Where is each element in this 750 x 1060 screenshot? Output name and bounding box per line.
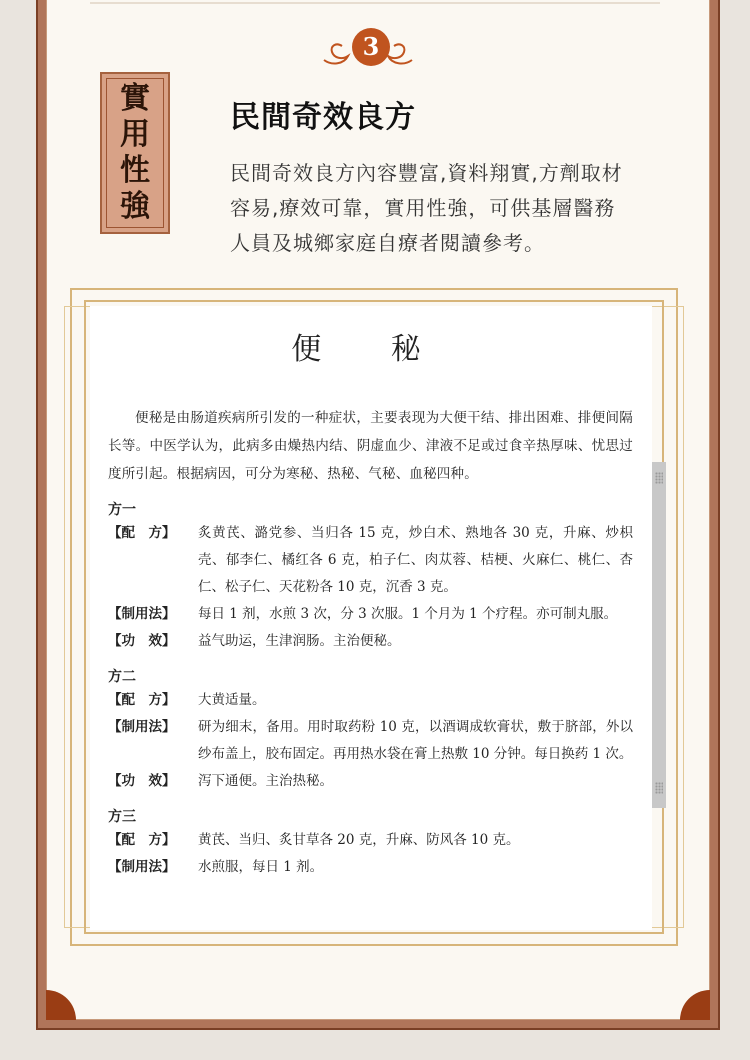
intro-line: 民間奇效良方內容豐富,資料翔實,方劑取材 — [230, 161, 623, 185]
intro-line: 人員及城鄉家庭自療者閱讀參考。 — [230, 231, 545, 255]
entry-text: 炙黄芪、潞党参、当归各 15 克，炒白术、熟地各 30 克，升麻、炒枳壳、郁李仁、橘红各 6 克，柏子仁、肉苁蓉、桔梗、火麻仁、桃仁、杏仁、松子仁、天花粉各 10 克，沉香 3 克。 — [198, 525, 633, 595]
entry-text: 益气助运，生津润肠。主治便秘。 — [198, 633, 401, 649]
entry-label: 【制用法】 — [108, 859, 176, 875]
entry-text: 每日 1 剂，水煎 3 次，分 3 次服。1 个月为 1 个疗程。亦可制丸服。 — [198, 606, 618, 622]
recipe-entry — [108, 520, 633, 601]
recipe-title: 方三 — [108, 809, 136, 825]
document-paragraph: 便秘是由肠道疾病所引发的一种症状，主要表现为大便干结、排出困难、排便间隔长等。中医学认为，此病多由燥热内结、阴虚血少、津液不足或过食辛热厚味、忧思过度所引起。根据病因，可分为寒秘、热秘、气秘、血秘四种。 — [108, 410, 633, 482]
entry-label: 【功 效】 — [108, 633, 176, 649]
practicality-tag — [100, 72, 170, 234]
recipe-entry — [108, 827, 633, 854]
recipe-entry — [108, 628, 633, 655]
entry-text: 水煎服，每日 1 剂。 — [198, 859, 324, 875]
entry-label: 【配 方】 — [108, 832, 176, 848]
recipe-title: 方一 — [108, 502, 136, 518]
entry-text: 泻下通便。主治热秘。 — [198, 773, 333, 789]
entry-label: 【制用法】 — [108, 719, 176, 735]
recipe-section-2 — [108, 667, 633, 795]
entry-text: 研为细末，备用。用时取药粉 10 克，以酒调成软膏状，敷于脐部，外以纱布盖上，胶布固定。再用热水袋在膏上热敷 10 分钟。每日换药 1 次。 — [198, 719, 633, 762]
top-divider — [90, 2, 660, 4]
recipe-section-3 — [108, 807, 633, 881]
tag-char: 用 — [120, 117, 150, 152]
document-body — [108, 404, 633, 881]
entry-label: 【配 方】 — [108, 692, 176, 708]
scrollbar-grip-icon — [655, 472, 663, 484]
number-badge-group — [318, 26, 418, 72]
entry-label: 【功 效】 — [108, 773, 176, 789]
tag-char: 性 — [120, 153, 150, 188]
entry-text: 大黄适量。 — [198, 692, 266, 708]
entry-label: 【制用法】 — [108, 606, 176, 622]
intro-line: 容易,療效可靠，實用性強，可供基層醫務 — [230, 196, 616, 220]
tag-char: 實 — [120, 81, 150, 116]
entry-text: 黄芪、当归、炙甘草各 20 克，升麻、防风各 10 克。 — [198, 832, 520, 848]
recipe-entry — [108, 854, 633, 881]
recipe-section-1 — [108, 500, 633, 655]
recipe-title: 方二 — [108, 669, 136, 685]
number-badge: 3 — [352, 28, 390, 66]
intro-text — [230, 156, 670, 261]
recipe-entry — [108, 768, 633, 795]
recipe-entry — [108, 601, 633, 628]
scrollbar-grip-icon — [655, 782, 663, 794]
tag-char: 強 — [120, 189, 150, 224]
document-scrollbar[interactable] — [652, 462, 666, 808]
recipe-entry — [108, 714, 633, 768]
recipe-entry — [108, 687, 633, 714]
page-heading: 民間奇效良方 — [230, 100, 416, 135]
entry-label: 【配 方】 — [108, 525, 176, 541]
document-title: 便 秘 — [291, 332, 451, 367]
